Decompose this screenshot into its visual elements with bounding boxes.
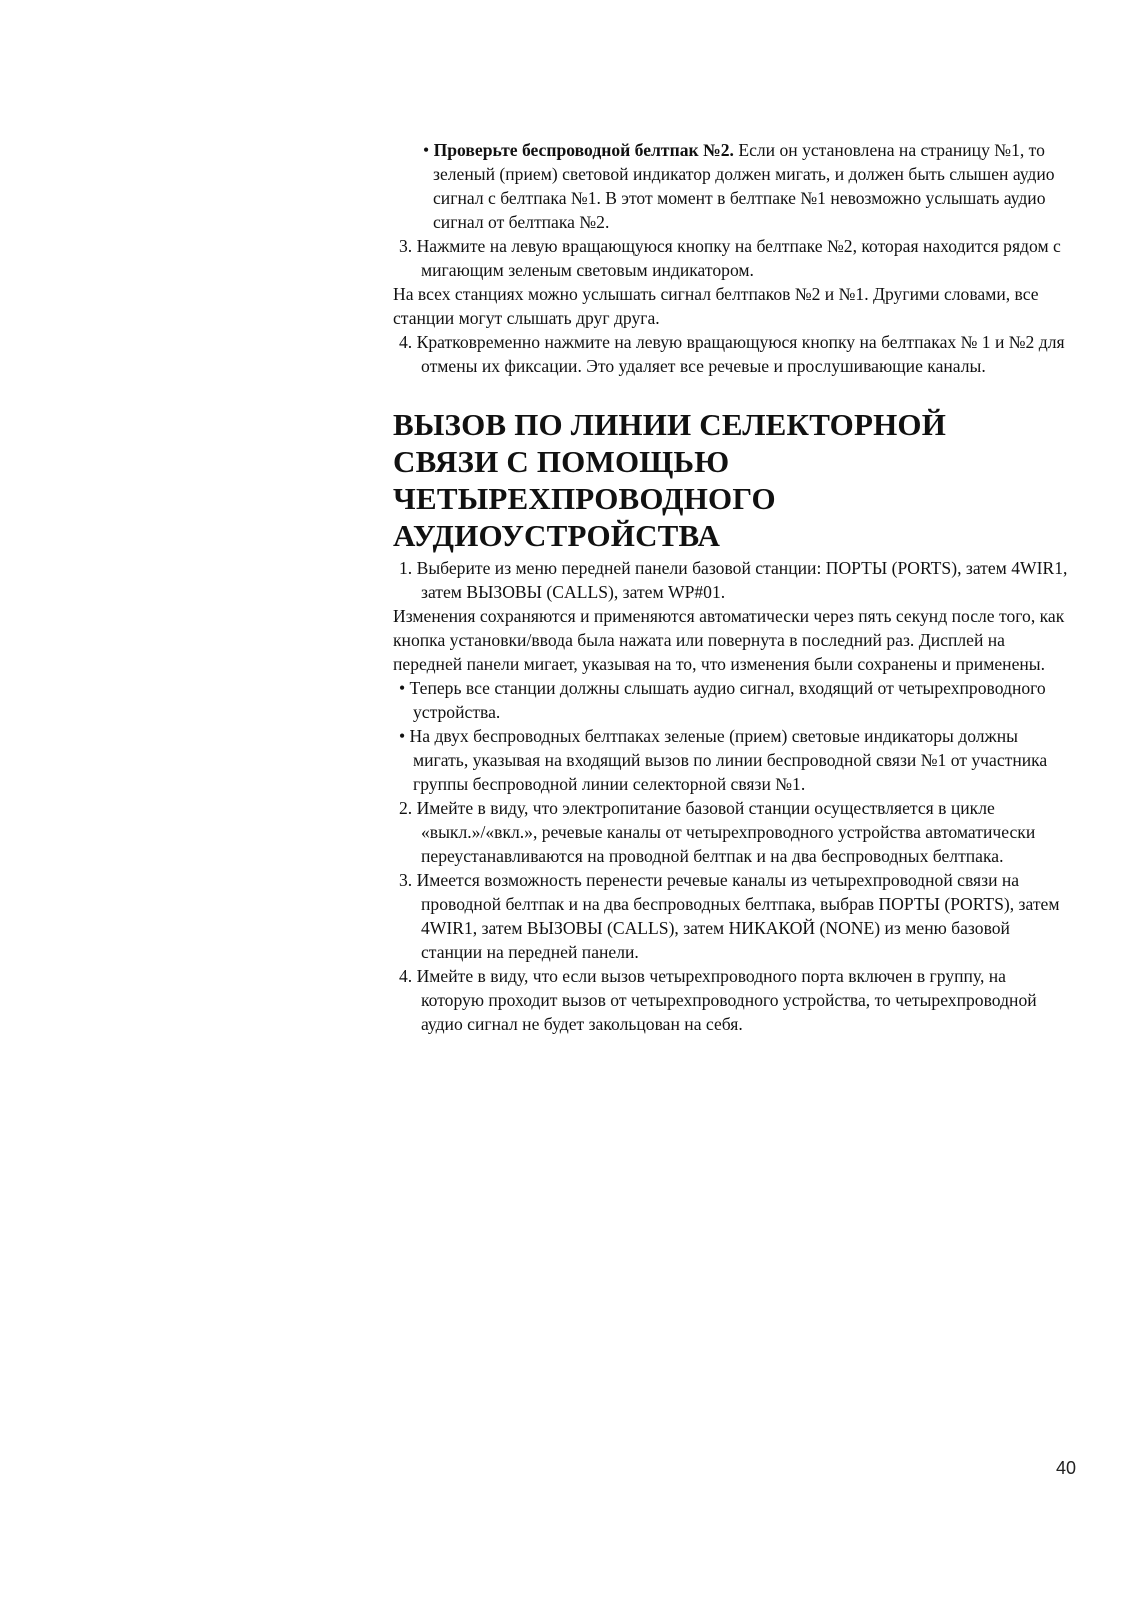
- intro-bullet-check-beltpack-2: [405, 138, 1070, 234]
- heading-line-1: ВЫЗОВ ПО ЛИНИИ СЕЛЕКТОРНОЙ: [393, 407, 947, 442]
- section-step-3: 3. Имеется возможность перенести речевые каналы из четырехпроводной связи на проводной белтпак и на два беспроводных белтпака, выбрав ПОРТЫ (PORTS), затем 4WIR1, затем ВЫЗОВЫ (CALLS), затем НИКАКОЙ (NONE) из меню базовой станции на передней панели.: [399, 870, 1060, 962]
- heading-line-3: ЧЕТЫРЕХПРОВОДНОГО: [393, 481, 776, 516]
- bullet-lead: •: [423, 140, 434, 160]
- section-bullet-2: • На двух беспроводных белтпаках зеленые (прием) световые индикаторы должны мигать, указывая на входящий вызов по линии беспроводной связи №1 от участника группы беспроводной линии селекторной связи №1.: [399, 726, 1048, 794]
- page-number: 40: [1055, 1458, 1076, 1478]
- intro-note: На всех станциях можно услышать сигнал белтпаков №2 и №1. Другими словами, все станции могут слышать друг друга.: [393, 284, 1039, 328]
- section-bullet-1: • Теперь все станции должны слышать аудио сигнал, входящий от четырехпроводного устройства.: [399, 678, 1046, 722]
- heading-line-4: АУДИОУСТРОЙСТВА: [393, 518, 721, 553]
- document-body: [393, 138, 1070, 1036]
- section-step-2: 2. Имейте в виду, что электропитание базовой станции осуществляется в цикле «выкл.»/«вкл.», речевые каналы от четырехпроводного устройства автоматически переустанавливаются на проводной белтпак и на два беспроводных белтпака.: [399, 798, 1036, 866]
- section-changes-note: Изменения сохраняются и применяются автоматически через пять секунд после того, как кнопка установки/ввода была нажата или повернута в последний раз. Дисплей на передней панели мигает, указывая на то, что изменения были сохранены и применены.: [393, 606, 1065, 674]
- section-step-1: 1. Выберите из меню передней панели базовой станции: ПОРТЫ (PORTS), затем 4WIR1, затем ВЫЗОВЫ (CALLS), затем WP#01.: [399, 558, 1068, 602]
- section-step-4: 4. Имейте в виду, что если вызов четырехпроводного порта включен в группу, на которую проходит вызов от четырехпроводного устройства, то четырехпроводной аудио сигнал не будет закольцован на себя.: [399, 966, 1037, 1034]
- intro-step-4: 4. Кратковременно нажмите на левую вращающуюся кнопку на белтпаках № 1 и №2 для отмены их фиксации. Это удаляет все речевые и прослушивающие каналы.: [399, 332, 1065, 376]
- bullet-text: Если он установлена на страницу №1, то зеленый (прием) световой индикатор должен мигать, и должен быть слышен аудио сигнал с белтпака №1. В этот момент в белтпаке №1 невозможно услышать аудио сигнал от белтпака №2.: [433, 140, 1055, 232]
- bullet-bold-lead: Проверьте беспроводной белтпак №2.: [433, 140, 734, 160]
- intro-step-3: 3. Нажмите на левую вращающуюся кнопку на белтпаке №2, которая находится рядом с мигающим зеленым световым индикатором.: [399, 236, 1061, 280]
- heading-line-2: СВЯЗИ С ПОМОЩЬЮ: [393, 444, 730, 479]
- section-heading: [393, 406, 1070, 554]
